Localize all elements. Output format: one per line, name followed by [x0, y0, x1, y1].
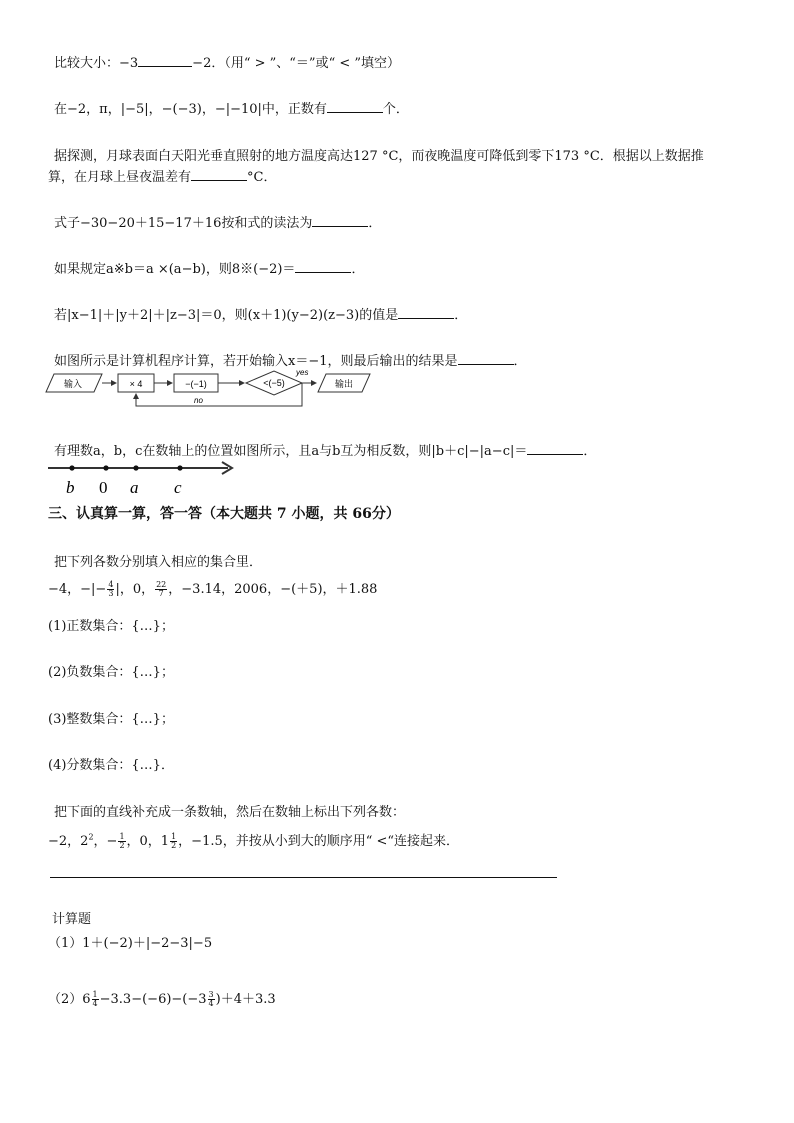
fraction-denominator: 3: [108, 589, 114, 598]
calc-problem-2: [48, 988, 276, 1008]
question-moon-temp-line2: [48, 166, 276, 185]
answer-blank[interactable]: [527, 442, 583, 455]
number-axis-figure: [46, 458, 246, 498]
fraction-numerator: 3: [208, 990, 214, 999]
question-text: ．: [454, 308, 468, 323]
question-number-axis: [54, 440, 596, 459]
question-text: ．: [351, 262, 365, 277]
fraction-denominator: 2: [171, 841, 177, 850]
answer-blank[interactable]: [398, 306, 454, 319]
expression-text: )＋4＋3.3: [215, 992, 276, 1007]
fraction-denominator: 2: [119, 841, 125, 850]
flow-input-label: 输入: [63, 379, 83, 389]
fraction-denominator: 7: [158, 589, 164, 598]
axis-point-a: [133, 465, 138, 470]
question-abs-value: [54, 304, 467, 323]
question-text: °C．: [247, 170, 277, 185]
question-text: 算，在月球上昼夜温差有: [48, 170, 192, 185]
calc-problem-1: （1）1＋(−2)＋|−2−3|−5: [48, 936, 213, 951]
fraction: [92, 991, 99, 1008]
number-list-text: |，0，: [115, 582, 155, 597]
fraction-numerator: 1: [92, 990, 98, 999]
set-fraction: (4)分数集合：{…}．: [48, 758, 174, 773]
number-list-text: ，−3.14，2006，−(＋5)，＋1.88: [168, 582, 378, 597]
fraction: [155, 581, 167, 598]
question-axis-intro: 把下面的直线补充成一条数轴，然后在数轴上标出下列各数：: [54, 805, 406, 820]
question-text: 式子−30−20＋15−17＋16按和式的读法为: [54, 216, 313, 231]
flow-no-label: no: [194, 396, 203, 405]
number-list-text: ，0，1: [126, 834, 170, 849]
question-text: −2．（用“ > ”、“＝”或“ < ”填空）: [192, 56, 401, 71]
question-text: 如图所示是计算机程序计算，若开始输入x＝−1，则最后输出的结果是: [54, 354, 458, 369]
set-negative: (2)负数集合：{…}；: [48, 665, 174, 680]
expression-text: −3.3−(−6)−(−3: [99, 992, 207, 1007]
calc-title: 计算题: [52, 912, 92, 927]
question-positive-count: [54, 98, 409, 117]
flow-subtract-label: −(−1): [185, 379, 207, 389]
flow-multiply-label: × 4: [129, 379, 143, 389]
answer-blank[interactable]: [312, 214, 368, 227]
fraction: [107, 581, 114, 598]
question-compare: [54, 52, 400, 71]
question-text: 比较大小：−3: [54, 56, 139, 71]
flow-condition-label: <(−5): [263, 378, 285, 388]
flow-output-label: 输出: [334, 379, 354, 389]
question-text: ．: [368, 216, 382, 231]
fraction-numerator: 1: [171, 832, 177, 841]
answer-blank[interactable]: [458, 352, 514, 365]
axis-point-0: [103, 465, 108, 470]
axis-label-c: c: [174, 478, 182, 497]
question-text: ．: [513, 354, 527, 369]
blank-axis-line[interactable]: [50, 877, 557, 878]
question-text: 有理数a，b，c在数轴上的位置如图所示，且a与b互为相反数，则|b＋c|−|a−c|＝: [54, 444, 528, 459]
axis-point-b: [69, 465, 74, 470]
fraction: [118, 833, 125, 850]
number-list-text: ，−1.5，并按从小到大的顺序用“ <“连接起来．: [178, 834, 460, 849]
axis-point-c: [177, 465, 182, 470]
number-list-text: ，−: [93, 834, 118, 849]
question-text: 若|x−1|＋|y＋2|＋|z−3|＝0，则(x＋1)(y−2)(z−3)的值是: [54, 308, 399, 323]
fraction-denominator: 4: [208, 999, 214, 1008]
question-sets-intro: 把下列各数分别填入相应的集合里．: [54, 555, 263, 570]
question-sum-reading: [54, 212, 381, 231]
question-sets-numbers: [48, 578, 377, 598]
answer-blank[interactable]: [191, 168, 247, 181]
question-text: 个．: [382, 102, 409, 117]
set-positive: (1)正数集合：{…}；: [48, 619, 174, 634]
question-text: 在−2，π，|−5|，−(−3)，−|−10|中，正数有: [54, 102, 327, 117]
fraction-numerator: 1: [119, 832, 125, 841]
axis-label-a: a: [130, 478, 139, 497]
axis-label-b: b: [66, 478, 75, 497]
answer-blank[interactable]: [138, 54, 192, 67]
question-custom-op: [54, 258, 364, 277]
question-moon-temp: [54, 145, 704, 164]
axis-label-0: 0: [99, 478, 108, 497]
question-text: 如果规定a※b＝a ×(a−b)，则8※(−2)＝: [54, 262, 296, 277]
exponent: 2: [88, 832, 94, 842]
section-heading: 三、认真算一算，答一答（本大题共 7 小题，共 66分）: [48, 506, 400, 522]
flow-yes-label: yes: [296, 368, 309, 377]
fraction-numerator: 4: [108, 580, 114, 589]
question-text: 据探测，月球表面白天阳光垂直照射的地方温度高达127 °C，而夜晚温度可降低到零下173 °C．根据以上数据推: [54, 149, 704, 164]
answer-blank[interactable]: [327, 100, 383, 113]
number-list-text: −4，−|−: [48, 582, 107, 597]
fraction-numerator: 22: [156, 580, 167, 589]
question-axis-numbers: [48, 830, 459, 850]
fraction: [170, 833, 177, 850]
question-text: ．: [583, 444, 597, 459]
set-integer: (3)整数集合：{…}；: [48, 712, 174, 727]
number-list-text: −2，2: [48, 834, 89, 849]
answer-blank[interactable]: [295, 260, 351, 273]
fraction-denominator: 4: [92, 999, 98, 1008]
expression-text: （2）6: [48, 992, 91, 1007]
flowchart: [44, 366, 374, 412]
fraction: [208, 991, 215, 1008]
